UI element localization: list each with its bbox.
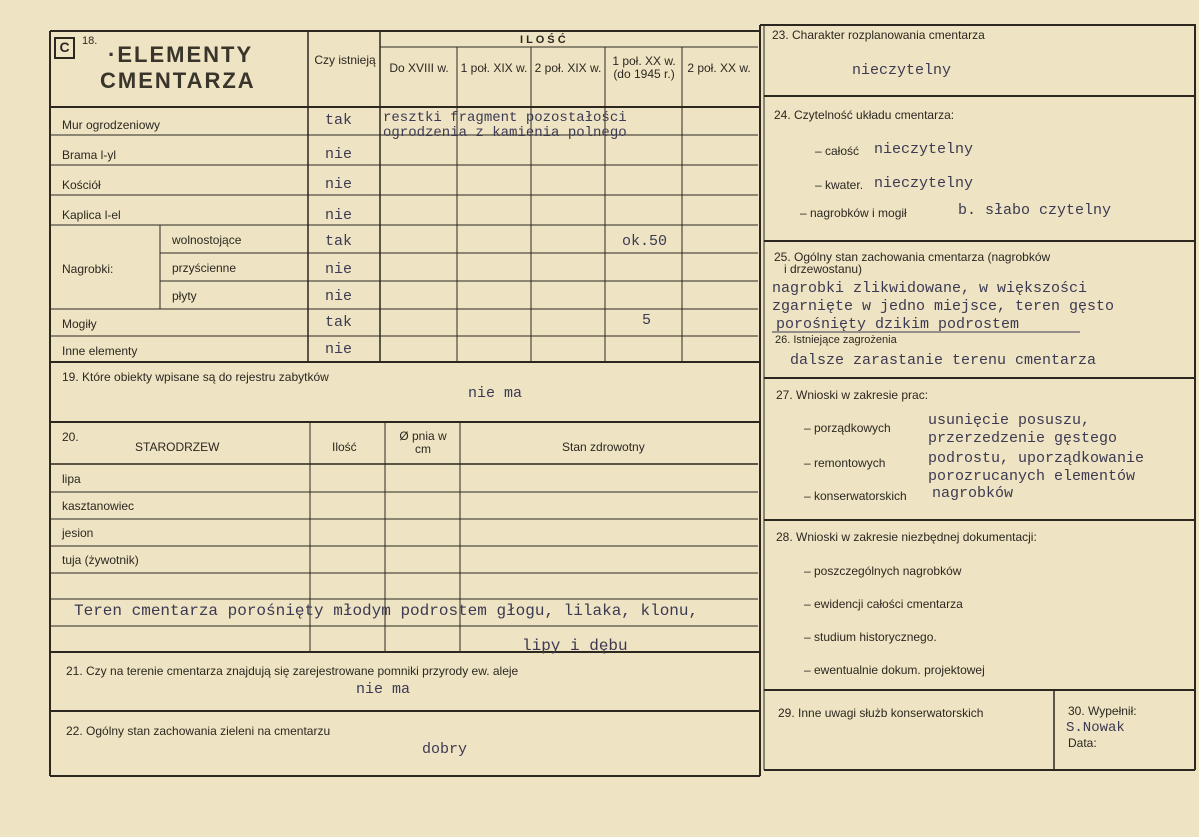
- row-label-mur: Mur ogrodzeniowy: [62, 118, 161, 132]
- ilosc-header: I L O Ś Ć: [520, 34, 566, 46]
- row-label-kosciol: Kościół: [62, 178, 101, 192]
- row-exists-wolnostojace: tak: [325, 233, 353, 250]
- section-title-line2: CMENTARZA: [100, 68, 256, 93]
- q28-item-1: – poszczególnych nagrobków: [804, 564, 962, 578]
- row-exists-kosciol: nie: [325, 176, 353, 193]
- row-exists-przyscienne: nie: [325, 261, 353, 278]
- row-label-przyscienne: przyścienne: [172, 261, 237, 275]
- q27-konserwatorskich-label: – konserwatorskich: [804, 489, 907, 503]
- q28-item-3: – studium historycznego.: [804, 630, 937, 644]
- row-label-inne: Inne elementy: [62, 344, 138, 358]
- q20-number: 20.: [62, 430, 79, 444]
- q27-remontowych-line1: podrostu, uporządkowanie: [928, 450, 1145, 467]
- q19-answer: nie ma: [468, 385, 523, 402]
- col-2-pol-xix: 2 poł. XIX w.: [534, 61, 602, 75]
- q27-porzadkowych-line2: przerzedzenie gęstego: [928, 430, 1118, 447]
- q26-answer: dalsze zarastanie terenu cmentarza: [790, 352, 1097, 369]
- q23-label: 23. Charakter rozplanowania cmentarza: [772, 28, 985, 42]
- starodrzew-note-line1: Teren cmentarza porośnięty młodym podrostem głogu, lilaka, klonu,: [74, 602, 699, 620]
- tree-lipa: lipa: [62, 472, 81, 486]
- q27-porzadkowych-line1: usunięcie posuszu,: [928, 412, 1091, 429]
- q25-label-line1: 25. Ogólny stan zachowania cmentarza (nagrobków: [774, 250, 1051, 264]
- mur-note-line1: resztki fragment pozostałości: [383, 110, 627, 126]
- q25-answer-line1: nagrobki zlikwidowane, w większości: [772, 280, 1088, 297]
- col-health-header: Stan zdrowotny: [562, 440, 645, 454]
- row-exists-brama: nie: [325, 146, 353, 163]
- mur-note-line2: ogrodzenia z kamienia polnego: [383, 125, 627, 141]
- q25-answer-line3: porośnięty dzikim podrostem: [776, 316, 1020, 333]
- col-1-pol-xix: 1 poł. XIX w.: [460, 61, 528, 75]
- nagrobki-label: Nagrobki:: [62, 262, 114, 276]
- row-exists-kaplica: nie: [325, 207, 353, 224]
- tree-jesion: jesion: [62, 526, 94, 540]
- q27-remontowych-label: – remontowych: [804, 456, 886, 470]
- q24-item-answer-calosc: nieczytelny: [874, 141, 974, 158]
- q21-label: 21. Czy na terenie cmentarza znajdują się zarejestrowane pomniki przyrody ew. aleje: [66, 664, 519, 678]
- q24-label: 24. Czytelność układu cmentarza:: [774, 108, 955, 122]
- q26-label: 26. Istniejące zagrożenia: [775, 334, 897, 346]
- q28-item-2: – ewidencji całości cmentarza: [804, 597, 963, 611]
- col-1-pol-xx: 1 poł. XX w. (do 1945 r.): [612, 54, 676, 81]
- col-do-xviii: Do XVIII w.: [389, 61, 449, 75]
- q30-label: 30. Wypełnił:: [1068, 704, 1137, 718]
- row-exists-mogily: tak: [325, 314, 353, 331]
- tree-kasztanowiec: kasztanowiec: [62, 499, 135, 513]
- q24-item-answer-nagrobkow: b. słabo czytelny: [958, 202, 1112, 219]
- row-label-wolnostojace: wolnostojące: [172, 233, 242, 247]
- row-exists-inne: nie: [325, 341, 353, 358]
- col-2-pol-xx: 2 poł. XX w.: [687, 61, 751, 75]
- q27-porzadkowych-label: – porządkowych: [804, 421, 891, 435]
- q24-item-label-calosc: – całość: [815, 144, 860, 158]
- row-count-wolnostojace: ok.50: [622, 233, 668, 250]
- col-qty-header: Ilość: [332, 440, 357, 454]
- starodrzew-title: STARODRZEW: [135, 440, 220, 454]
- q24-item-label-kwater: – kwater.: [815, 178, 864, 192]
- q28-item-4: – ewentualnie dokum. projektowej: [804, 663, 985, 677]
- q30-date-label: Data:: [1068, 736, 1097, 750]
- row-label-plyty: płyty: [172, 289, 197, 303]
- q21-answer: nie ma: [356, 681, 411, 698]
- q29-label: 29. Inne uwagi służb konserwatorskich: [778, 706, 984, 720]
- col-diameter-header: Ø pnia w cm: [399, 429, 447, 456]
- row-label-mogily: Mogiły: [62, 317, 97, 331]
- starodrzew-note-line2: lipy i dębu: [522, 637, 628, 655]
- row-count-mogily: 5: [642, 312, 652, 329]
- q24-item-answer-kwater: nieczytelny: [874, 175, 974, 192]
- section-letter-box: C: [54, 37, 75, 59]
- q19-label: 19. Które obiekty wpisane są do rejestru zabytków: [62, 370, 329, 384]
- q30-name: S.Nowak: [1066, 720, 1125, 736]
- col-exists-header: Czy istnieją: [314, 53, 376, 67]
- q27-remontowych-line2: porozrucanych elementów: [928, 468, 1136, 485]
- tree-tuja: tuja (żywotnik): [62, 553, 139, 567]
- row-label-kaplica: Kaplica l-el: [62, 208, 121, 222]
- q27-label: 27. Wnioski w zakresie prac:: [776, 388, 929, 402]
- section-number: 18.: [82, 35, 98, 47]
- q22-label: 22. Ogólny stan zachowania zieleni na cmentarzu: [66, 724, 331, 738]
- q27-konserwatorskich-answer: nagrobków: [932, 485, 1014, 502]
- section-title-line1: ·ELEMENTY: [108, 42, 254, 67]
- q25-label-line2: i drzewostanu): [784, 262, 863, 276]
- q24-item-label-nagrobkow: – nagrobków i mogił: [800, 206, 907, 220]
- q23-answer: nieczytelny: [852, 62, 952, 79]
- row-exists-mur: tak: [325, 112, 353, 129]
- q28-label: 28. Wnioski w zakresie niezbędnej dokumentacji:: [776, 530, 1037, 544]
- q25-answer-line2: zgarnięte w jedno miejsce, teren gęsto: [772, 298, 1115, 315]
- q22-answer: dobry: [422, 741, 468, 758]
- row-exists-plyty: nie: [325, 288, 353, 305]
- row-label-brama: Brama l-yl: [62, 148, 117, 162]
